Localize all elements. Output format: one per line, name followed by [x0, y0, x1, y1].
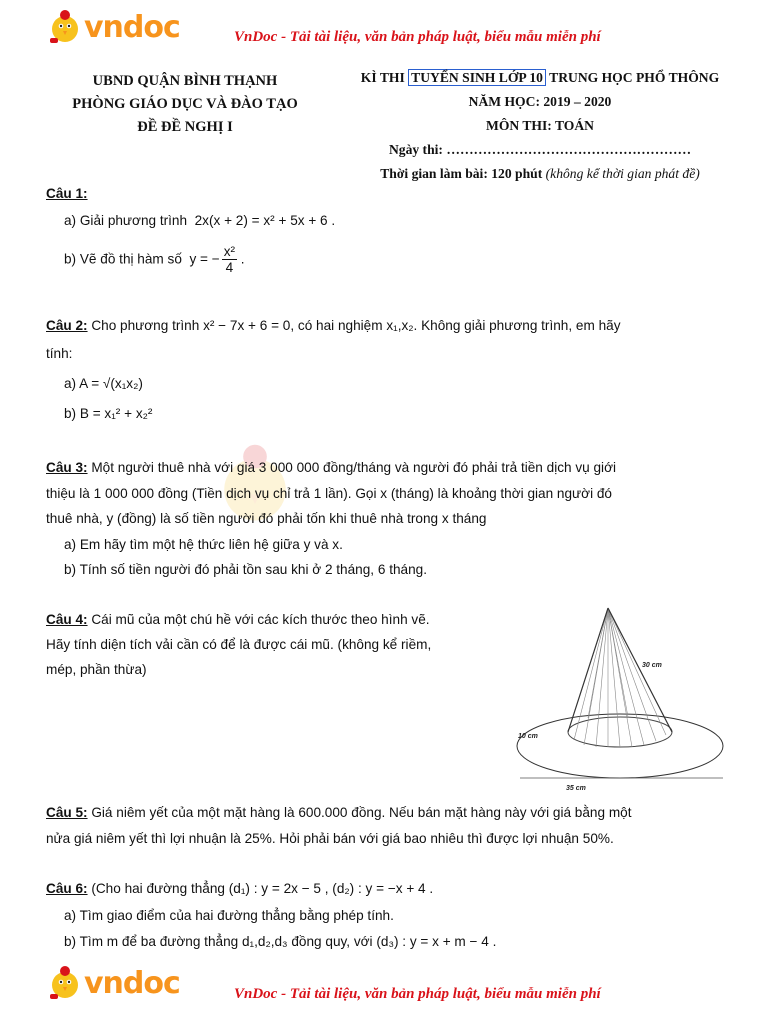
q1-fraction: $\frac{\text{x²}}{4}$: [223, 244, 236, 275]
q1-part-a: a) Giải phương trình 2x(x + 2) = x² + 5x + 6 .: [64, 213, 336, 228]
chicken-mascot-icon: [46, 8, 84, 46]
q3-line2: thiệu là 1 000 000 đồng (Tiền dịch vụ chỉ trả 1 lần). Gọi x (tháng) là khoảng thời gian người đó: [46, 486, 612, 501]
q2-line1: Câu 2: Cho phương trình x² − 7x + 6 = 0, có hai nghiệm x₁,x₂. Không giải phương trình, em hãy: [46, 318, 621, 333]
exam-date: Ngày thi: ………………………………………………: [388, 142, 692, 157]
q1-equation: 2x(x + 2) = x² + 5x + 6 .: [194, 213, 336, 228]
header-tagline[interactable]: VnDoc - Tải tài liệu, văn bản pháp luật, biểu mẫu miễn phí: [234, 29, 601, 45]
district-name: UBND QUẬN BÌNH THẠNH: [92, 73, 278, 89]
clown-hat-figure: [510, 600, 740, 800]
q1-part-b: b) Vẽ đồ thị hàm số y = − $\frac{\text{x²}}{4}$ .: [64, 244, 245, 275]
q3-part-a: a) Em hãy tìm một hệ thức liên hệ giữa y và x.: [64, 537, 343, 552]
q3-line1: Câu 3: Một người thuê nhà với giá 3 000 000 đồng/tháng và người đó phải trả tiền dịch vụ giới: [46, 460, 617, 475]
radius-label: 10 cm: [518, 733, 538, 740]
q3-line3: thuê nhà, y (đồng) là số tiền người đó phải tốn khi thuê nhà trong x tháng: [46, 511, 487, 526]
q4-line1: Câu 4: Cái mũ của một chú hề với các kích thước theo hình vẽ.: [46, 612, 430, 627]
issuer-block: [40, 70, 330, 139]
brim-width-label: 35 cm: [566, 785, 586, 792]
q6-line1: Câu 6: (Cho hai đường thẳng (d₁) : y = 2x − 5 , (d₂) : y = −x + 4 .: [46, 881, 434, 896]
slant-height-label: 30 cm: [642, 662, 662, 669]
department-name: PHÒNG GIÁO DỤC VÀ ĐÀO TẠO: [72, 96, 298, 112]
logo-wordmark: vndoc: [84, 9, 180, 45]
cone-left-edge: [568, 608, 608, 732]
q6-title: Câu 6:: [46, 881, 88, 896]
q4-line2: Hãy tính diện tích vải cần có để là được cái mũ. (không kể riềm,: [46, 637, 432, 652]
q3-part-b: b) Tính số tiền người đó phải tồn sau khi ở 2 tháng, 6 tháng.: [64, 562, 427, 577]
header-logo[interactable]: [46, 8, 180, 46]
q2-title: Câu 2:: [46, 318, 88, 333]
exam-subject: MÔN THI: TOÁN: [485, 118, 594, 133]
q5-title: Câu 5:: [46, 805, 88, 820]
cone-right-edge: [608, 608, 672, 732]
q2-part-a: a) A = √(x₁x₂): [64, 376, 143, 391]
q2-part-b: b) B = x₁² + x₂²: [64, 406, 153, 421]
school-year: NĂM HỌC: 2019 – 2020: [468, 94, 612, 109]
q2-line2: tính:: [46, 346, 73, 361]
exam-variant: ĐỀ ĐỀ NGHỊ I: [137, 119, 233, 135]
q6-part-b: b) Tìm m để ba đường thẳng d₁,d₂,d₃ đồng quy, với (d₃) : y = x + m − 4 .: [64, 934, 497, 949]
q1-title: Câu 1:: [46, 186, 88, 201]
q4-title: Câu 4:: [46, 612, 88, 627]
q5-line1: Câu 5: Giá niêm yết của một mặt hàng là 600.000 đồng. Nếu bán mặt hàng này với giá bằng một: [46, 805, 632, 820]
exam-title: KÌ THI TUYỂN SINH LỚP 10 TRUNG HỌC PHỔ THÔNG: [360, 70, 720, 85]
exam-info-block: [342, 66, 738, 186]
exam-duration: Thời gian làm bài: 120 phút (không kể thời gian phát đề): [380, 166, 700, 181]
logo-wordmark: vndoc: [84, 965, 180, 1001]
q5-line2: nửa giá niêm yết thì lợi nhuận là 25%. Hỏi phải bán với giá bao nhiêu thì được lợi nhuận 50%.: [46, 831, 614, 846]
chicken-mascot-icon: [46, 964, 84, 1002]
q6-part-a: a) Tìm giao điểm của hai đường thẳng bằng phép tính.: [64, 908, 394, 923]
footer-logo[interactable]: [46, 964, 180, 1002]
q4-line3: mép, phần thừa): [46, 662, 147, 677]
cone-base: [568, 717, 672, 747]
exam-title-highlight: TUYỂN SINH LỚP 10: [408, 69, 546, 86]
q3-title: Câu 3:: [46, 460, 88, 475]
footer-tagline[interactable]: VnDoc - Tải tài liệu, văn bản pháp luật, biểu mẫu miễn phí: [234, 986, 601, 1002]
